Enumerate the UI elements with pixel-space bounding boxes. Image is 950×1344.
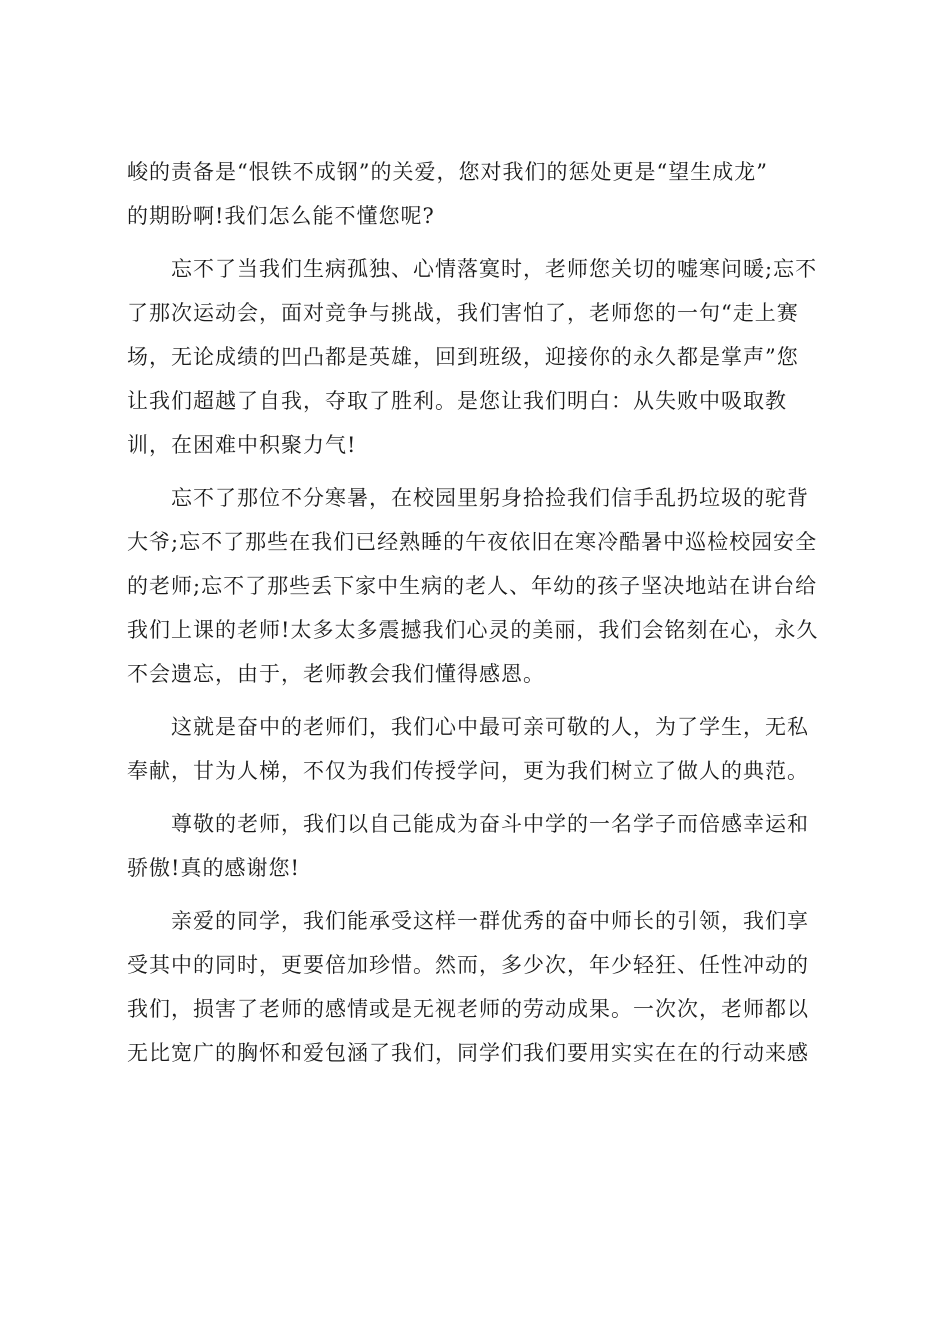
paragraph-line: 我们，损害了老师的感情或是无视老师的劳动成果。一次次，老师都以 xyxy=(127,997,809,1021)
paragraph-line: 亲爱的同学，我们能承受这样一群优秀的奋中师长的引领，我们享 xyxy=(171,909,809,933)
paragraph-line: 峻的责备是“恨铁不成钢”的关爱，您对我们的惩处更是“望生成龙” xyxy=(127,160,768,184)
paragraph-line: 这就是奋中的老师们，我们心中最可亲可敬的人，为了学生，无私 xyxy=(171,715,809,739)
paragraph-line: 的期盼啊!我们怎么能不懂您呢? xyxy=(127,204,435,228)
paragraph-line: 训，在困难中积聚力气! xyxy=(127,433,357,457)
paragraph-1 xyxy=(127,150,831,238)
paragraph-3 xyxy=(127,476,831,696)
paragraph-line: 奉献，甘为人梯，不仅为我们传授学问，更为我们树立了做人的典范。 xyxy=(127,759,809,783)
paragraph-line: 忘不了当我们生病孤独、心情落寞时，老师您关切的嘘寒问暖;忘不 xyxy=(171,257,818,281)
paragraph-6 xyxy=(127,899,831,1075)
paragraph-line: 场，无论成绩的凹凸都是英雄，回到班级，迎接你的永久都是掌声”您 xyxy=(127,345,799,369)
paragraph-line: 受其中的同时，更要倍加珍惜。然而，多少次，年少轻狂、任性冲动的 xyxy=(127,953,809,977)
paragraph-4 xyxy=(127,705,831,793)
paragraph-line: 忘不了那位不分寒暑，在校园里躬身拾捡我们信手乱扔垃圾的驼背 xyxy=(171,486,809,510)
paragraph-2 xyxy=(127,247,831,467)
paragraph-line: 尊敬的老师，我们以自己能成为奋斗中学的一名学子而倍感幸运和 xyxy=(171,812,809,836)
paragraph-line: 的老师;忘不了那些丢下家中生病的老人、年幼的孩子坚决地站在讲台给 xyxy=(127,574,818,598)
document-body xyxy=(127,150,831,1075)
paragraph-line: 我们上课的老师!太多太多震撼我们心灵的美丽，我们会铭刻在心，永久 xyxy=(127,618,819,642)
paragraph-line: 大爷;忘不了那些在我们已经熟睡的午夜依旧在寒冷酷暑中巡检校园安全 xyxy=(127,530,818,554)
paragraph-line: 了那次运动会，面对竞争与挑战，我们害怕了，老师您的一句“走上赛 xyxy=(127,301,799,325)
paragraph-line: 让我们超越了自我，夺取了胜利。是您让我们明白：从失败中吸取教 xyxy=(127,389,787,413)
paragraph-line: 不会遗忘，由于，老师教会我们懂得感恩。 xyxy=(127,662,545,686)
paragraph-line: 无比宽广的胸怀和爱包涵了我们，同学们我们要用实实在在的行动来感 xyxy=(127,1041,809,1065)
paragraph-5 xyxy=(127,802,831,890)
paragraph-line: 骄傲!真的感谢您! xyxy=(127,856,300,880)
